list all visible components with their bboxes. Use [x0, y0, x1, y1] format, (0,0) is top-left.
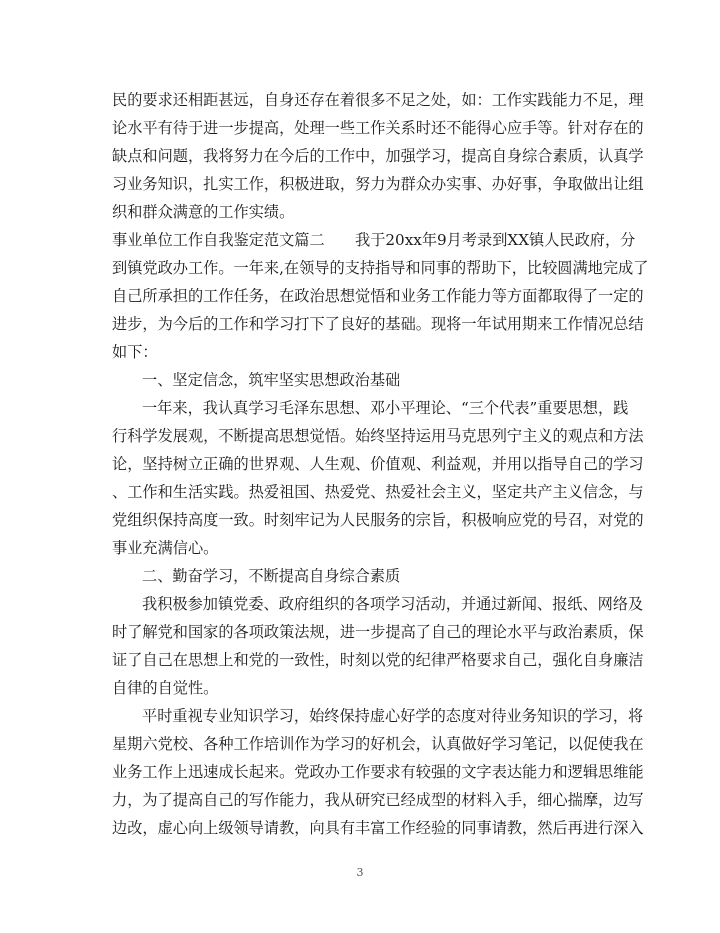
body-text-line: 边改，虚心向上级领导请教，向具有丰富工作经验的同事请教，然后再进行深入: [112, 819, 644, 837]
body-text-line: 民的要求还相距甚远，自身还存在着很多不足之处，如：工作实践能力不足，理: [112, 91, 644, 109]
body-text-line: 事业充满信心。: [112, 539, 219, 557]
body-text-line: 平时重视专业知识学习，始终保持虚心好学的态度对待业务知识的学习，将: [142, 707, 644, 725]
body-text-line: 习业务知识，扎实工作，积极进取，努力为群众办实事、办好事，争取做出让组: [112, 175, 644, 193]
body-text-line: 论，坚持树立正确的世界观、人生观、价值观、利益观，并用以指导自己的学习: [112, 455, 644, 473]
body-text-line: 如下：: [112, 343, 158, 361]
body-text-line: 我积极参加镇党委、政府组织的各项学习活动，并通过新闻、报纸、网络及: [142, 595, 644, 613]
body-text-line: 论水平有待于进一步提高，处理一些工作关系时还不能得心应手等。针对存在的: [112, 119, 644, 137]
body-text-line: 自律的自觉性。: [112, 679, 219, 697]
body-text-line: 力，为了提高自己的写作能力，我从研究已经成型的材料入手，细心揣摩，边写: [112, 791, 644, 809]
page-number: 3: [356, 866, 364, 879]
body-text-line: 、工作和生活实践。热爱祖国、热爱党、热爱社会主义，坚定共产主义信念，与: [112, 483, 644, 501]
subheading-2: 二、勤奋学习，不断提高自身综合素质: [142, 567, 401, 585]
body-text-line: 时了解党和国家的各项政策法规，进一步提高了自己的理论水平与政治素质，保: [112, 623, 644, 641]
body-text-line: 党组织保持高度一致。时刻牢记为人民服务的宗旨，积极响应党的号召，对党的: [112, 511, 644, 529]
body-text-line: 进步，为今后的工作和学习打下了良好的基础。现将一年试用期来工作情况总结: [112, 315, 644, 333]
section-title-line: 事业单位工作自我鉴定范文篇二 我于20xx年9月考录到XX镇人民政府，分: [112, 231, 636, 249]
body-text-line: 到镇党政办工作。一年来,在领导的支持指导和同事的帮助下，比较圆满地完成了: [112, 259, 649, 277]
body-text-line: 证了自己在思想上和党的一致性，时刻以党的纪律严格要求自己，强化自身廉洁: [112, 651, 644, 669]
body-text-line: 自己所承担的工作任务，在政治思想觉悟和业务工作能力等方面都取得了一定的: [112, 287, 644, 305]
body-text-line: 缺点和问题，我将努力在今后的工作中，加强学习，提高自身综合素质，认真学: [112, 147, 644, 165]
subheading-1: 一、坚定信念，筑牢坚实思想政治基础: [142, 371, 401, 389]
body-text-line: 业务工作上迅速成长起来。党政办工作要求有较强的文字表达能力和逻辑思维能: [112, 763, 644, 781]
body-text-line: 星期六党校、各种工作培训作为学习的好机会，认真做好学习笔记，以促使我在: [112, 735, 644, 753]
body-text-line: 织和群众满意的工作实绩。: [112, 203, 295, 221]
body-text-line: 一年来，我认真学习毛泽东思想、邓小平理论、“三个代表”重要思想，践: [142, 399, 629, 417]
body-text-line: 行科学发展观，不断提高思想觉悟。始终坚持运用马克思列宁主义的观点和方法: [112, 427, 644, 445]
